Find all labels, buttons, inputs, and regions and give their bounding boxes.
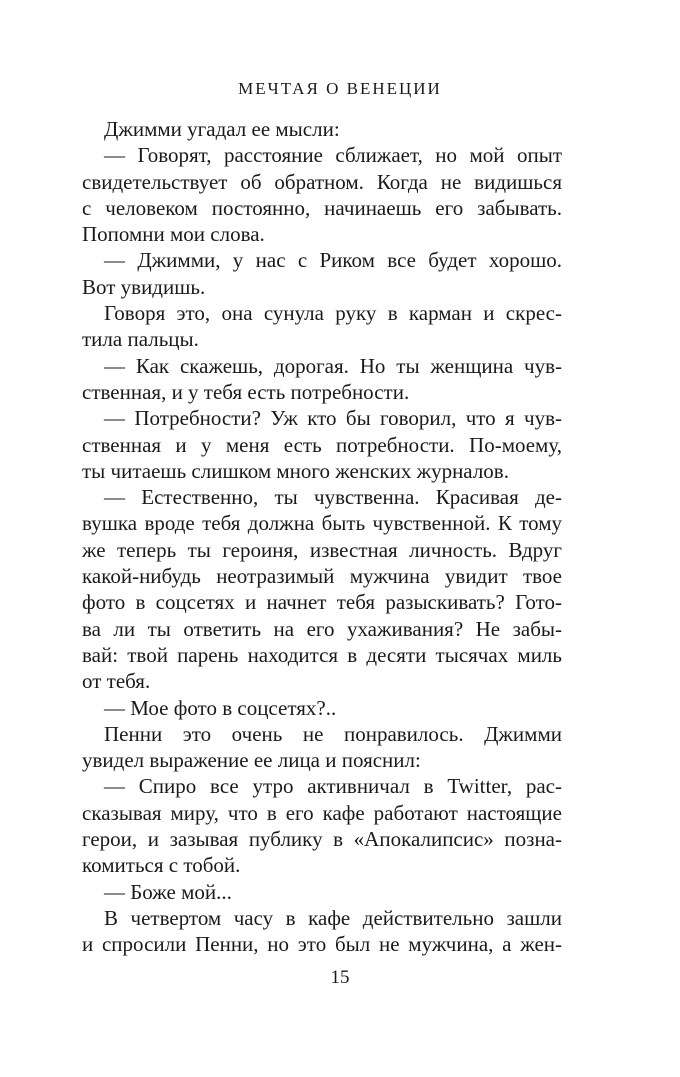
text-line: — Мое фото в соцсетях?.. — [104, 695, 337, 720]
running-title: МЕЧТАЯ О ВЕНЕЦИИ — [238, 79, 442, 98]
text-line: какой-нибудь неотразимый мужчина увидит твое — [82, 564, 562, 589]
text-line: — Естественно, ты чувственна. Красивая де- — [104, 485, 562, 510]
text-line: — Джимми, у нас с Риком все будет хорошо. — [104, 248, 562, 273]
text-line: сказывая миру, что в его кафе работают настоящие — [82, 800, 562, 825]
text-line: и спросили Пенни, но это был не мужчина, а жен- — [82, 932, 562, 957]
text-line: герои, и зазывая публику в «Апокалипсис» позна- — [82, 827, 562, 852]
text-line: вушка вроде тебя должна быть чувственной. К тому — [82, 511, 562, 536]
text-line: Вот увидишь. — [82, 274, 206, 299]
text-line: — Боже мой... — [104, 879, 232, 904]
text-line: свидетельствует об обратном. Когда не видишься — [82, 169, 562, 194]
text-line: ты читаешь слишком много женских журналов. — [82, 458, 509, 483]
text-line: Пенни это очень не понравилось. Джимми — [104, 721, 562, 746]
text-line: же теперь ты героиня, известная личность. Вдруг — [82, 537, 562, 562]
text-line: комиться с тобой. — [82, 853, 241, 878]
text-line: вай: твой парень находится в десяти тысячах миль — [82, 642, 562, 667]
text-line: тила пальцы. — [82, 327, 199, 352]
text-line: В четвертом часу в кафе действительно зашли — [104, 905, 562, 930]
text-line: ственная, и у тебя есть потребности. — [82, 379, 410, 404]
text-line: с человеком постоянно, начинаешь его забывать. — [82, 195, 562, 220]
text-line: — Как скажешь, дорогая. Но ты женщина чув- — [104, 353, 562, 378]
text-line: Джимми угадал ее мысли: — [104, 117, 340, 141]
text-line: — Спиро все утро активничал в Twitter, рас- — [104, 774, 562, 799]
page-number: 15 — [330, 967, 350, 988]
text-line: от тебя. — [82, 669, 151, 694]
text-line: — Говорят, расстояние сближает, но мой опыт — [104, 143, 562, 168]
text-line: ственная и у меня есть потребности. По-моему, — [82, 432, 562, 457]
body-text — [82, 116, 562, 958]
text-line: ва ли ты ответить на его ухаживания? Не забы- — [82, 616, 562, 641]
text-line: Говоря это, она сунула руку в карман и скрес- — [104, 301, 562, 326]
text-line: Попомни мои слова. — [82, 222, 265, 247]
text-line: фото в соцсетях и начнет тебя разыскивать? Гото- — [82, 590, 562, 615]
text-line: увидел выражение ее лица и пояснил: — [82, 748, 421, 773]
text-line: — Потребности? Уж кто бы говорил, что я чув- — [104, 406, 562, 431]
